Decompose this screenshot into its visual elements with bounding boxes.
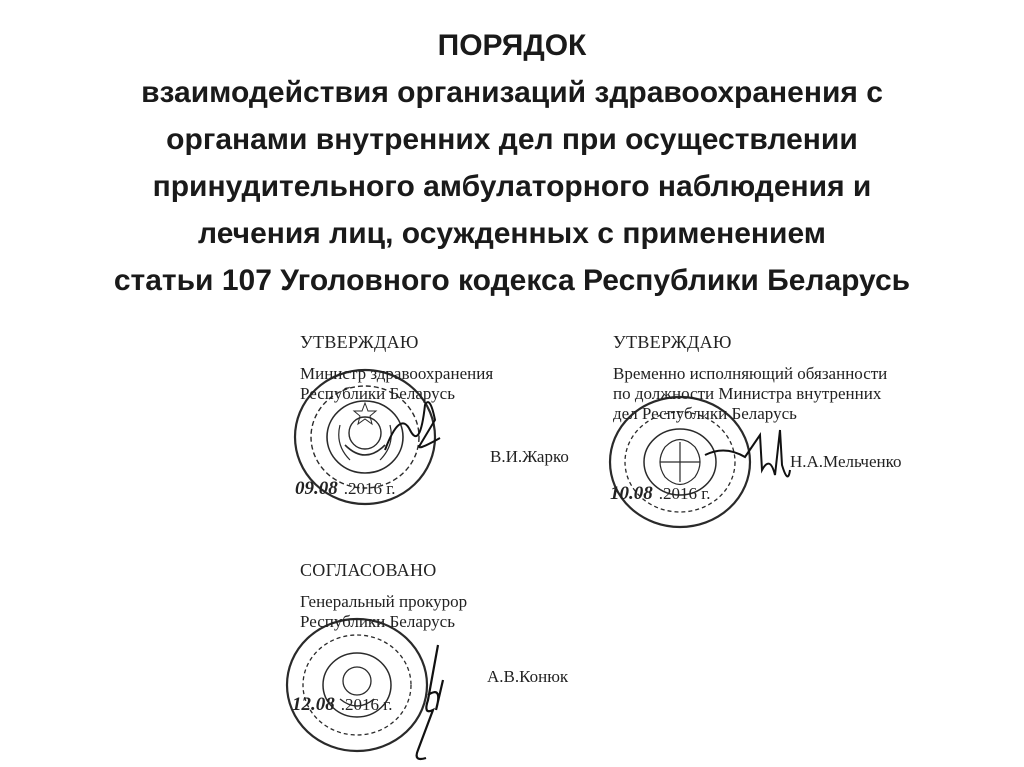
approval-right-name: Н.А.Мельченко — [790, 452, 902, 471]
agreed-date-printed: .2016 г. — [340, 695, 393, 714]
title-line-6: статьи 107 Уголовного кодекса Республики Беларусь — [113, 264, 911, 297]
approval-right-date-printed: .2016 г. — [658, 484, 711, 503]
agreed-position-2: Республики Беларусь — [300, 612, 455, 631]
approval-left-position-1: Министр здравоохранения — [300, 364, 494, 383]
approval-right-position-3: дел Республики Беларусь — [613, 404, 797, 423]
title-line-1: ПОРЯДОК — [437, 29, 587, 62]
agreed-header: СОГЛАСОВАНО — [300, 560, 437, 580]
signature-icon — [398, 640, 453, 765]
approval-left-position-2: Республики Беларусь — [300, 384, 455, 403]
agreed-date-handwritten: 12.08 — [292, 694, 335, 715]
approval-left — [300, 332, 493, 404]
approval-right-header: УТВЕРЖДАЮ — [613, 332, 732, 352]
approval-left-date — [295, 478, 396, 500]
approval-left-name: В.И.Жарко — [490, 447, 569, 466]
agreed-position-1: Генеральный прокурор — [300, 592, 468, 611]
agreed-name: А.В.Конюк — [487, 667, 569, 686]
approval-left-date-printed: .2016 г. — [343, 479, 396, 498]
approval-right — [613, 332, 887, 424]
title-line-4: принудительного амбулаторного наблюдения и — [152, 170, 872, 203]
approval-left-header: УТВЕРЖДАЮ — [300, 332, 419, 352]
approval-right-position-1: Временно исполняющий обязанности — [613, 364, 888, 383]
title-line-5: лечения лиц, осужденных с применением — [198, 217, 826, 250]
approval-right-date — [610, 483, 711, 505]
document-title — [0, 22, 1024, 304]
approval-right-date-handwritten: 10.08 — [610, 483, 653, 504]
title-line-3: органами внутренних дел при осуществлении — [166, 123, 858, 156]
approval-left-date-handwritten: 09.08 — [295, 478, 338, 499]
approval-right-position-2: по должности Министра внутренних — [613, 384, 882, 403]
title-line-2: взаимодействия организаций здравоохранения с — [141, 76, 883, 109]
signature-icon — [700, 415, 795, 495]
agreed-block — [300, 560, 467, 632]
agreed-date — [292, 694, 393, 716]
